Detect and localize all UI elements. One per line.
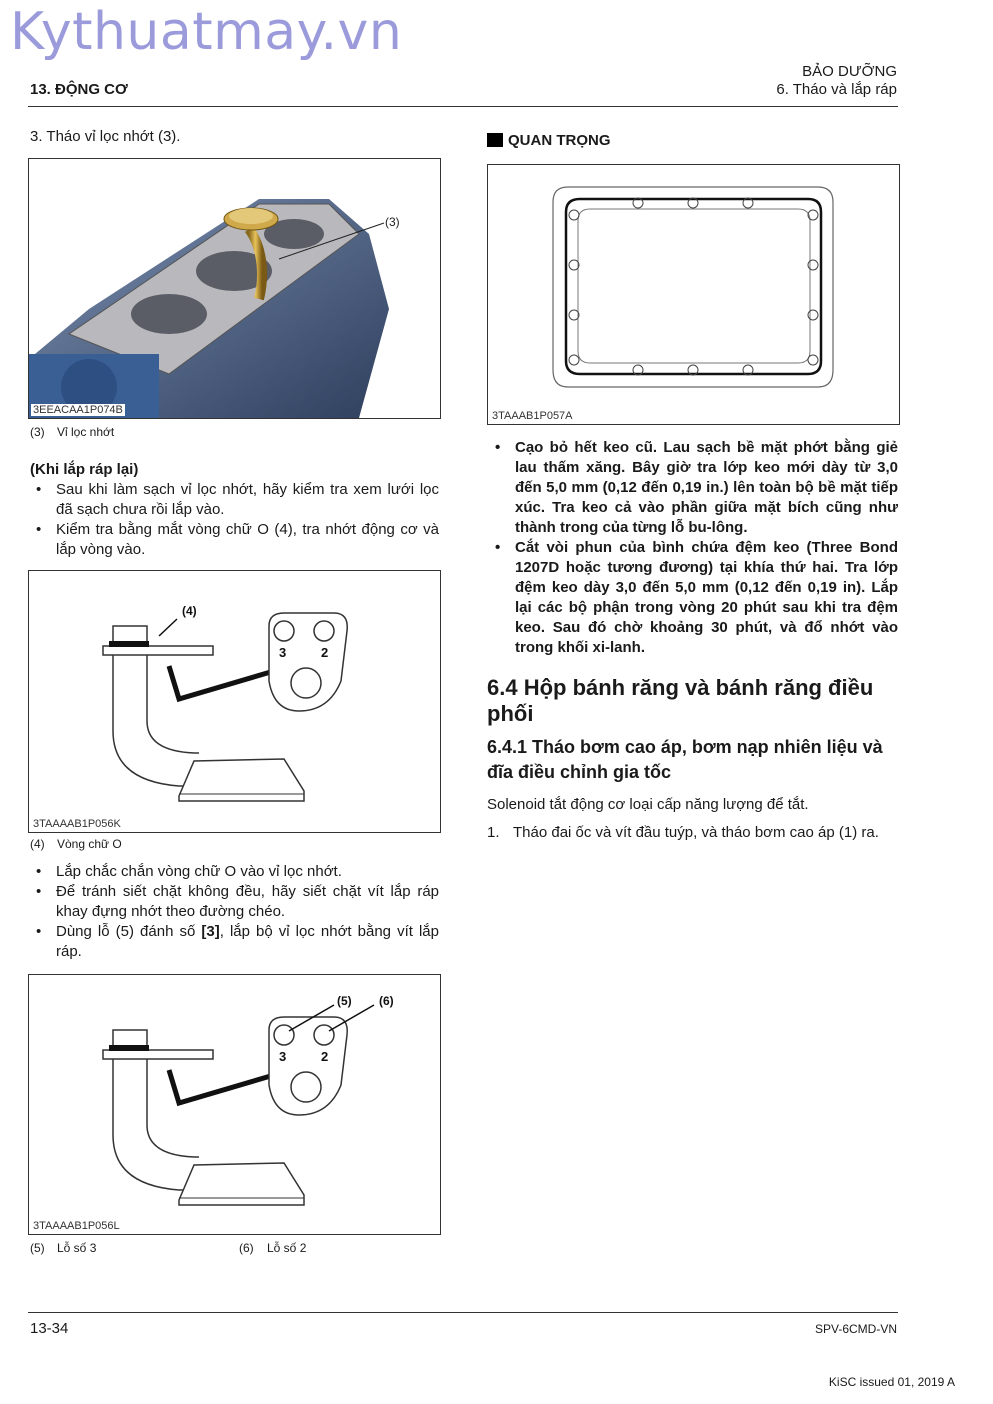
- callout-3: (3): [385, 215, 400, 229]
- reassembly-heading: (Khi lắp ráp lại): [30, 461, 139, 478]
- hole-label-2: 2: [321, 645, 329, 660]
- list-item: • Dùng lỗ (5) đánh số [3], lắp bộ vỉ lọc nhớt bằng vít lắp ráp.: [28, 922, 439, 962]
- caption-text: Lỗ số 3: [57, 1241, 97, 1255]
- caption-number: (4): [30, 837, 45, 851]
- callout-4: (4): [182, 604, 197, 618]
- step-3-text: 3. Tháo vỉ lọc nhớt (3).: [30, 128, 181, 145]
- list-item: • Sau khi làm sạch vỉ lọc nhớt, hãy kiểm tra xem lưới lọc đã sạch chưa rồi lắp vào.: [28, 480, 439, 520]
- page-number: 13-34: [30, 1320, 69, 1337]
- caption-text: Vòng chữ O: [57, 837, 122, 851]
- figure-code: 3TAAAB1P057A: [492, 410, 573, 422]
- subsection-title: 6.4.1 Tháo bơm cao áp, bơm nạp nhiên liệu và đĩa điều chỉnh gia tốc: [487, 737, 883, 782]
- oil-pan-sealant-diagram: [488, 165, 899, 424]
- caption-number: (6): [239, 1241, 254, 1255]
- callout-5: (5): [337, 994, 352, 1008]
- hole-label-3: 3: [279, 645, 287, 660]
- header-subtitle: 6. Tháo và lắp ráp: [776, 81, 897, 98]
- figure-code: 3EEACAA1P074B: [33, 404, 123, 416]
- intro-paragraph: Solenoid tắt động cơ loại cấp năng lượng để tắt.: [487, 796, 809, 813]
- footer-rule: [28, 1312, 898, 1313]
- section-title: 6.4 Hộp bánh răng và bánh răng điều phối: [487, 675, 874, 726]
- list-item: • Cạo bỏ hết keo cũ. Lau sạch bề mặt phớt bằng giẻ lau thấm xăng. Bây giờ tra lớp keo mới dày từ 3,0 đến 5,0 mm (0,12 đến 0,19 in.) lên toàn bộ bề mặt tiếp xúc. Tra keo cả vào phần giữa mặt bích cũng như thành trong của từng lỗ bu-lông.: [487, 438, 898, 538]
- caption-number: (5): [30, 1241, 45, 1255]
- list-item: • Lắp chắc chắn vòng chữ O vào vỉ lọc nhớt.: [28, 862, 439, 882]
- installation-list: [28, 862, 439, 962]
- important-label: QUAN TRỌNG: [508, 132, 611, 149]
- hole-label-3: 3: [279, 1049, 287, 1064]
- watermark-text: Kythuatmay.vn: [10, 2, 403, 62]
- caption-text: Lỗ số 2: [267, 1241, 307, 1255]
- figure-hole-diagram: [28, 974, 441, 1235]
- reassembly-list: [28, 480, 439, 560]
- caption-text: Vỉ lọc nhớt: [57, 425, 115, 439]
- figure-o-ring-diagram: [28, 570, 441, 833]
- hole-reference: [3]: [201, 923, 220, 940]
- list-item: • Để tránh siết chặt không đều, hãy siết chặt vít lắp ráp khay đựng nhớt theo đường chéo.: [28, 882, 439, 922]
- sealant-instructions: [487, 438, 898, 658]
- header-rule: [28, 106, 898, 107]
- hole-label-2: 2: [321, 1049, 329, 1064]
- chapter-label: 13. ĐỘNG CƠ: [30, 81, 128, 98]
- list-item: • Kiểm tra bằng mắt vòng chữ O (4), tra nhớt động cơ và lắp vòng vào.: [28, 520, 439, 560]
- callout-6: (6): [379, 994, 394, 1008]
- header-title: BẢO DƯỠNG: [802, 63, 897, 80]
- engine-block-illustration: [29, 159, 440, 418]
- figure-oil-strainer-photo: [28, 158, 441, 419]
- list-item: • Cắt vòi phun của bình chứa đệm keo (Three Bond 1207D hoặc tương đương) tại khía thứ hai. Tra lớp đệm keo dày 3,0 đến 5,0 mm (0,12 đến 0,19 in). Lắp lại các bộ phận trong vòng 20 phút sau khi tra đệm keo. Sau đó chờ khoảng 30 phút, và đổ nhớt vào trong khối xi-lanh.: [487, 538, 898, 658]
- caption-number: (3): [30, 425, 45, 439]
- strainer-hole-diagram: [29, 975, 440, 1234]
- step-1-text: Tháo đai ốc và vít đầu tuýp, và tháo bơm cao áp (1) ra.: [513, 824, 879, 841]
- figure-code: 3TAAAAB1P056K: [33, 818, 121, 830]
- important-square-icon: [487, 133, 503, 147]
- strainer-diagram: [29, 571, 440, 832]
- issue-label: KiSC issued 01, 2019 A: [828, 1375, 955, 1389]
- step-number: 1.: [487, 824, 500, 841]
- figure-sealant-pattern: [487, 164, 900, 425]
- figure-code: 3TAAAAB1P056L: [33, 1220, 120, 1232]
- document-code: SPV-6CMD-VN: [814, 1322, 897, 1336]
